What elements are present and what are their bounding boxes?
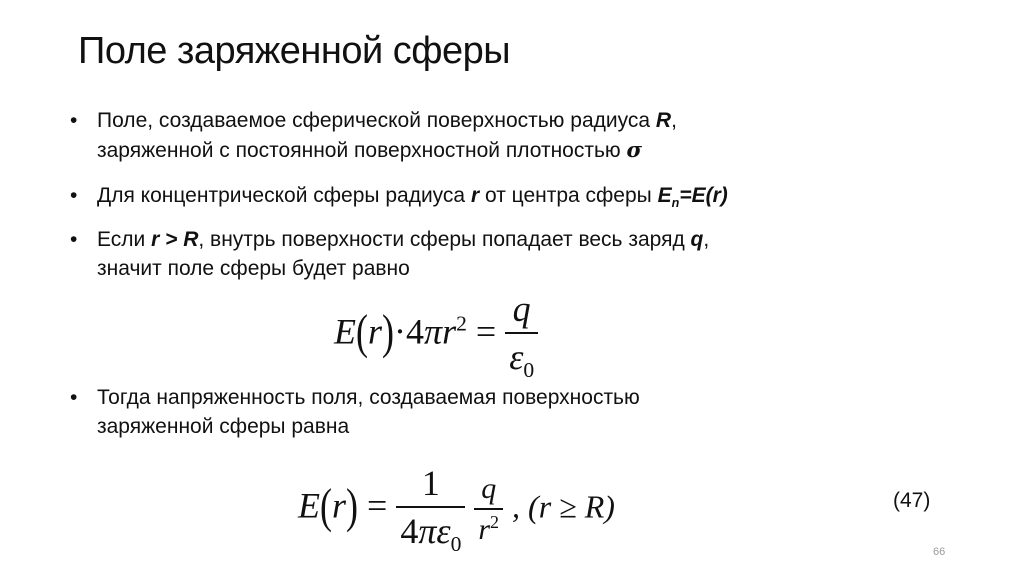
bullet-text-part: , (703, 228, 710, 251)
slide-title: Поле заряженной сферы (78, 30, 511, 72)
bullet-emphasis: E (657, 184, 672, 207)
bullet-item-3 (70, 225, 709, 283)
bullet-text-part: , (671, 109, 677, 132)
eq-exponent: 2 (490, 511, 500, 532)
eq-symbol: ·4 (394, 311, 425, 352)
eq-numerator: q (512, 289, 531, 329)
bullet-item-2 (70, 181, 728, 218)
eq-symbol: = (367, 485, 388, 526)
equation-gauss-law (334, 288, 538, 383)
bullet-emphasis: =E(r) (679, 184, 728, 207)
eq-paren: ( (320, 478, 332, 533)
eq-exponent: 2 (456, 311, 467, 336)
fraction-line (396, 506, 465, 508)
bullet-text (97, 106, 677, 165)
eq-paren: ) (382, 304, 395, 359)
eq-denominator (396, 510, 465, 557)
eq-numerator: q (481, 472, 497, 506)
bullet-text-part: от центра сферы (479, 184, 658, 207)
bullet-text (97, 225, 709, 283)
eq-paren: ( (356, 304, 368, 359)
page-number: 66 (933, 546, 946, 558)
bullet-text-part: Поле, создаваемое сферической поверхностью радиуса (97, 109, 656, 132)
bullet-marker: • (70, 184, 78, 207)
bullet-text-part: Если (97, 228, 152, 251)
eq-denominator (505, 336, 538, 383)
eq-symbol: = (475, 311, 497, 352)
fraction-line (474, 508, 503, 510)
bullet-text-part: , внутрь поверхности сферы попадает весь заряд (198, 228, 691, 251)
eq-paren: ) (346, 478, 359, 533)
bullet-text-part: заряженной с постоянной поверхностной плотностью (97, 139, 627, 162)
eq-symbol: ε (509, 336, 524, 377)
eq-symbol: r (368, 311, 383, 352)
eq-subscript: 0 (450, 531, 462, 556)
bullet-text-part: Тогда напряженность поля, создаваемая поверхностью (97, 386, 640, 409)
bullet-text-part: значит поле сферы будет равно (97, 257, 410, 280)
bullet-text (97, 383, 640, 441)
sigma-symbol: σ (626, 137, 642, 162)
bullet-emphasis: r > R (151, 228, 199, 251)
eq-subscript: 0 (523, 357, 535, 382)
eq-symbol: πε (418, 510, 451, 551)
bullet-emphasis: R (655, 109, 672, 132)
eq-symbol: E (334, 311, 356, 352)
eq-fraction (396, 462, 465, 557)
eq-symbol: r (442, 311, 457, 352)
bullet-subscript: n (671, 196, 680, 211)
bullet-text (97, 181, 728, 218)
bullet-item-4 (70, 383, 640, 441)
eq-numerator: 1 (421, 463, 440, 503)
equation-sphere-field (298, 462, 615, 557)
bullet-emphasis: q (690, 228, 704, 251)
bullet-text-part: заряженной сферы равна (97, 415, 350, 438)
eq-symbol: 4 (400, 510, 419, 551)
eq-symbol: r (478, 512, 491, 546)
bullet-text-part: Для концентрической сферы радиуса (97, 184, 471, 207)
equation-number: (47) (893, 489, 931, 512)
eq-denominator (474, 512, 503, 547)
eq-condition: , (r ≥ R) (512, 488, 615, 525)
bullet-marker: • (70, 109, 78, 132)
eq-symbol: r (332, 485, 347, 526)
eq-fraction (505, 288, 538, 383)
eq-symbol: E (298, 485, 320, 526)
bullet-marker: • (70, 386, 78, 409)
bullet-marker: • (70, 228, 78, 251)
bullet-emphasis: r (470, 184, 480, 207)
bullet-item-1 (70, 106, 677, 165)
eq-symbol: π (424, 311, 443, 352)
fraction-line (505, 332, 538, 334)
eq-fraction (474, 472, 503, 547)
